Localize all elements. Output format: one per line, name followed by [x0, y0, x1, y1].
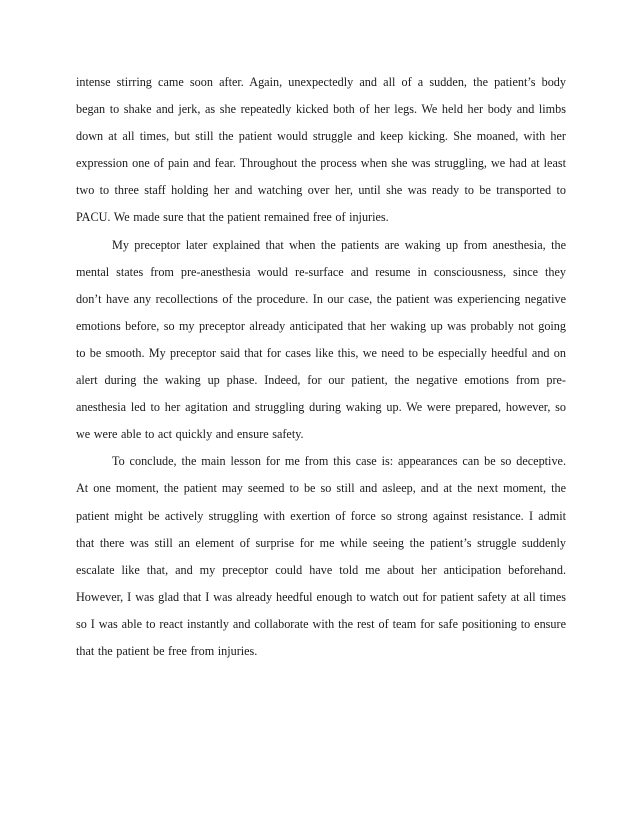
text-line: two to three staff holding her and watching over her, until she was ready to be transported to: [76, 183, 566, 198]
text-line: escalate like that, and my preceptor could have told me about her anticipation beforehand.: [76, 562, 566, 577]
text-line: patient might be actively struggling with exertion of force so strong against resistance. I admit: [76, 508, 566, 523]
text-line: we were able to act quickly and ensure safety.: [76, 427, 304, 442]
paragraph-3: [76, 453, 566, 670]
text-line: expression one of pain and fear. Throughout the process when she was struggling, we had at least: [76, 156, 566, 171]
text-line: To conclude, the main lesson for me from this case is: appearances can be so deceptive.: [112, 454, 566, 469]
text-line: alert during the waking up phase. Indeed, for our patient, the negative emotions from pre-: [76, 373, 566, 388]
text-line: to be smooth. My preceptor said that for cases like this, we need to be especially heedful and on: [76, 345, 566, 360]
text-line: that the patient be free from injuries.: [76, 643, 258, 658]
text-line: so I was able to react instantly and collaborate with the rest of team for safe positioning to ensure: [76, 616, 566, 631]
text-line: However, I was glad that I was already heedful enough to watch out for patient safety at all times: [76, 589, 566, 604]
text-line: My preceptor later explained that when the patients are waking up from anesthesia, the: [112, 237, 566, 252]
text-line: PACU. We made sure that the patient remained free of injuries.: [76, 210, 389, 225]
text-line: mental states from pre-anesthesia would re-surface and resume in consciousness, since they: [76, 264, 566, 279]
text-line: emotions before, so my preceptor already anticipated that her waking up was probably not going: [76, 318, 566, 333]
text-line: At one moment, the patient may seemed to be so still and asleep, and at the next moment, the: [76, 481, 566, 496]
text-line: began to shake and jerk, as she repeatedly kicked both of her legs. We held her body and limbs: [76, 102, 566, 117]
text-line: that there was still an element of surprise for me while seeing the patient’s struggle suddenly: [76, 535, 566, 550]
text-line: don’t have any recollections of the procedure. In our case, the patient was experiencing negative: [76, 291, 566, 306]
paragraph-2: [76, 237, 566, 454]
document-body: [76, 74, 566, 670]
text-line: anesthesia led to her agitation and struggling during waking up. We were prepared, however, so: [76, 400, 566, 415]
text-line: intense stirring came soon after. Again, unexpectedly and all of a sudden, the patient’s body: [76, 75, 566, 89]
text-line: down at all times, but still the patient would struggle and keep kicking. She moaned, with her: [76, 129, 566, 144]
paragraph-1: [76, 74, 566, 237]
